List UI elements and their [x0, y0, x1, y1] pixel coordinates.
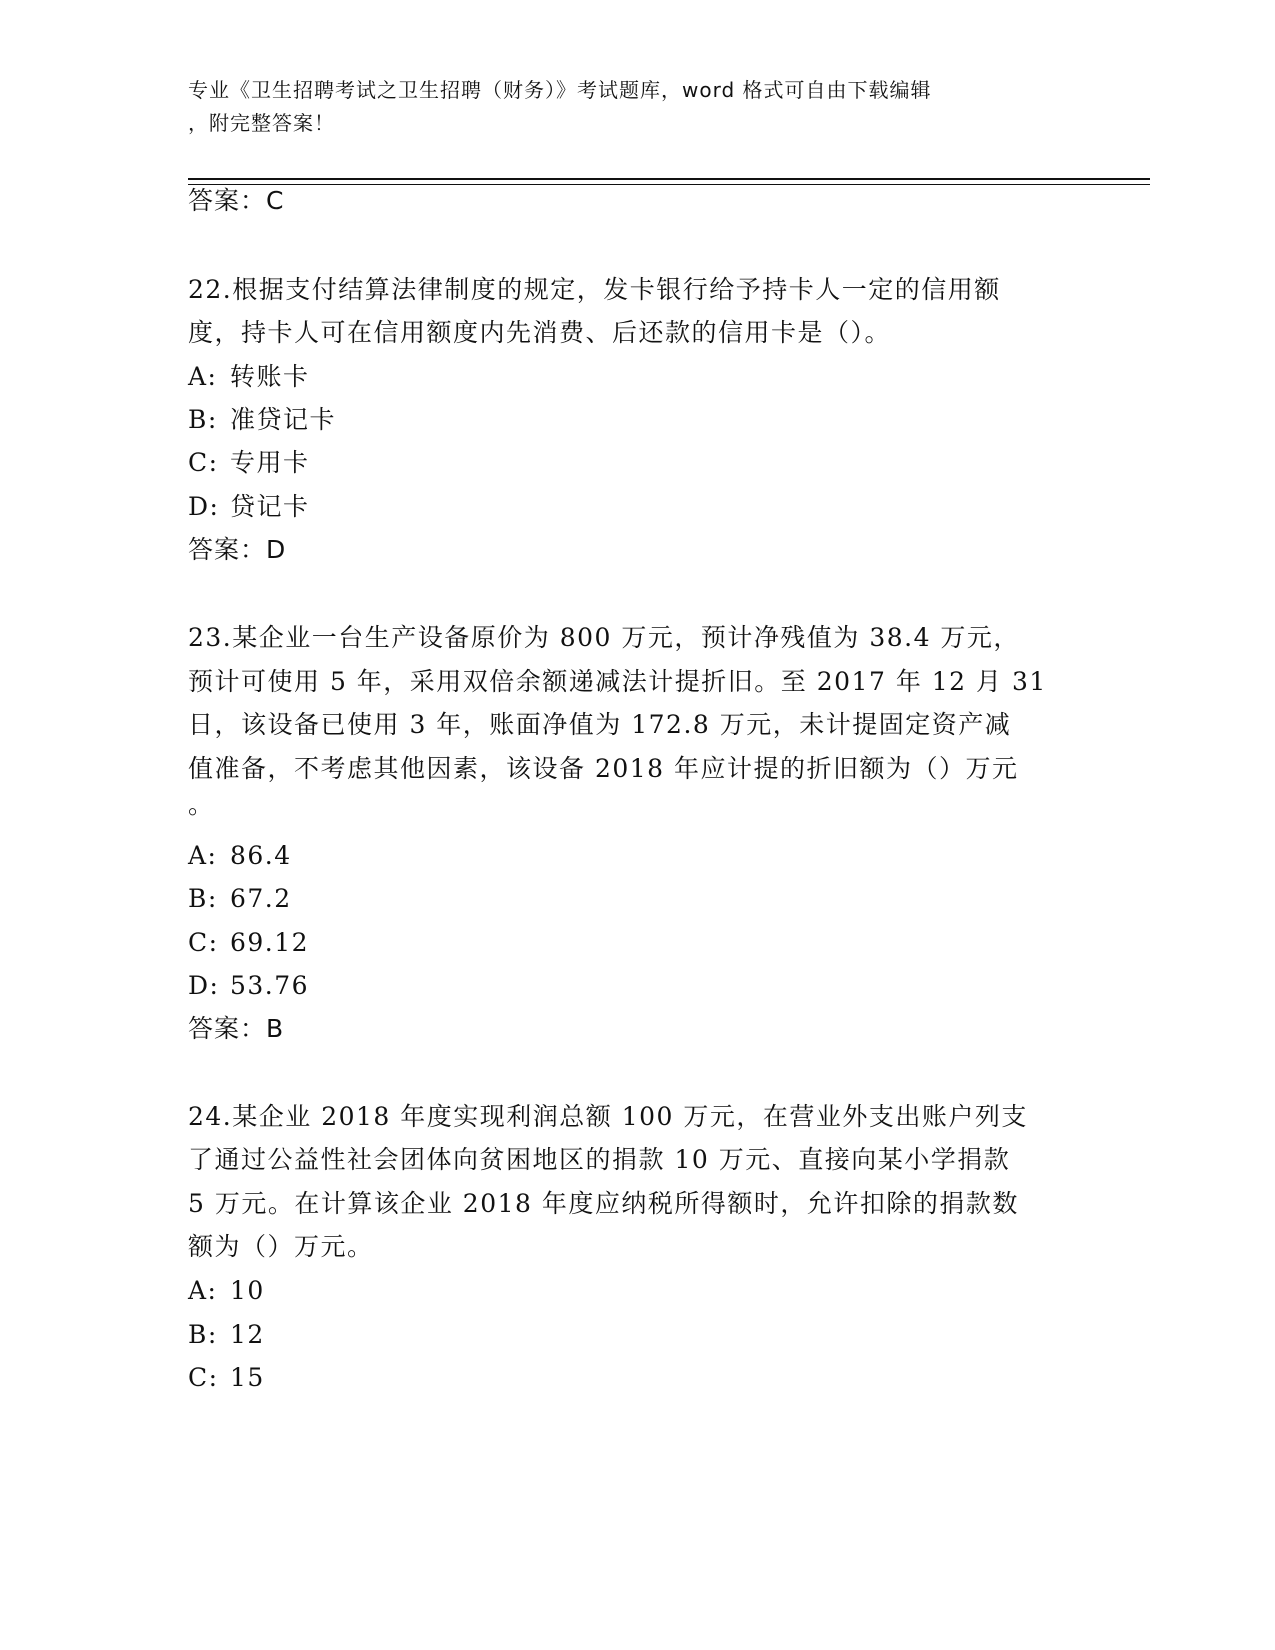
answer-prev: 答案：C: [188, 186, 285, 215]
question-22-line-2: 度，持卡人可在信用额度内先消费、后还款的信用卡是（）。: [188, 318, 892, 347]
option-text: 86.4: [230, 841, 292, 870]
option-letter: D:: [188, 971, 220, 1000]
answer-23: 答案：B: [188, 1014, 285, 1043]
option-letter: B:: [188, 1320, 218, 1349]
question-22-option-b: [188, 405, 336, 435]
question-24-line-1: 24.某企业 2018 年度实现利润总额 100 万元，在营业外支出账户列支: [188, 1102, 1028, 1131]
question-23-option-c: [188, 928, 309, 958]
option-letter: C:: [188, 448, 219, 477]
option-text: 准贷记卡: [230, 405, 337, 434]
option-text: 专用卡: [230, 448, 310, 477]
question-22-line-1: 22.根据支付结算法律制度的规定，发卡银行给予持卡人一定的信用额: [188, 275, 1001, 304]
question-23-option-d: [188, 971, 309, 1001]
option-letter: A:: [188, 1276, 218, 1305]
question-22-option-a: [188, 362, 310, 392]
header-line-1: 专业《卫生招聘考试之卫生招聘（财务）》考试题库，word 格式可自由下载编辑: [188, 78, 932, 102]
question-23-line-2: 预计可使用 5 年，采用双倍余额递减法计提折旧。至 2017 年 12 月 31: [188, 667, 1047, 696]
question-23-option-b: [188, 884, 292, 914]
option-letter: D:: [188, 492, 220, 521]
header-line-2: ，附完整答案！: [188, 111, 335, 135]
option-letter: B:: [188, 884, 218, 913]
question-24-line-2: 了通过公益性社会团体向贫困地区的捐款 10 万元、直接向某小学捐款: [188, 1145, 1011, 1174]
option-text: 贷记卡: [230, 492, 310, 521]
option-text: 12: [230, 1320, 265, 1349]
question-24-line-3: 5 万元。在计算该企业 2018 年度应纳税所得额时，允许扣除的捐款数: [188, 1189, 1019, 1218]
question-23-line-5: 。: [188, 790, 215, 819]
option-text: 53.76: [230, 971, 310, 1000]
question-23-line-1: 23.某企业一台生产设备原价为 800 万元，预计净残值为 38.4 万元，: [188, 623, 1020, 652]
option-letter: C:: [188, 1363, 219, 1392]
question-24-option-b: [188, 1320, 265, 1350]
header-divider-thin: [188, 184, 1150, 185]
header-divider-thick: [188, 178, 1150, 180]
question-23-line-3: 日，该设备已使用 3 年，账面净值为 172.8 万元，未计提固定资产减: [188, 710, 1012, 739]
answer-22: 答案：D: [188, 535, 287, 564]
option-text: 15: [230, 1363, 265, 1392]
option-text: 转账卡: [230, 362, 310, 391]
question-23-option-a: [188, 841, 292, 871]
option-letter: C:: [188, 928, 219, 957]
option-letter: A:: [188, 362, 218, 391]
option-text: 69.12: [230, 928, 310, 957]
question-22-option-d: [188, 492, 310, 522]
question-23-line-4: 值准备，不考虑其他因素，该设备 2018 年应计提的折旧额为（）万元: [188, 754, 1019, 783]
question-22-option-c: [188, 448, 310, 478]
option-text: 67.2: [230, 884, 292, 913]
option-letter: B:: [188, 405, 218, 434]
option-letter: A:: [188, 841, 218, 870]
question-24-option-c: [188, 1363, 265, 1393]
option-text: 10: [230, 1276, 265, 1305]
question-24-option-a: [188, 1276, 265, 1306]
question-24-line-4: 额为（）万元。: [188, 1232, 374, 1261]
page-header: [188, 74, 1088, 140]
